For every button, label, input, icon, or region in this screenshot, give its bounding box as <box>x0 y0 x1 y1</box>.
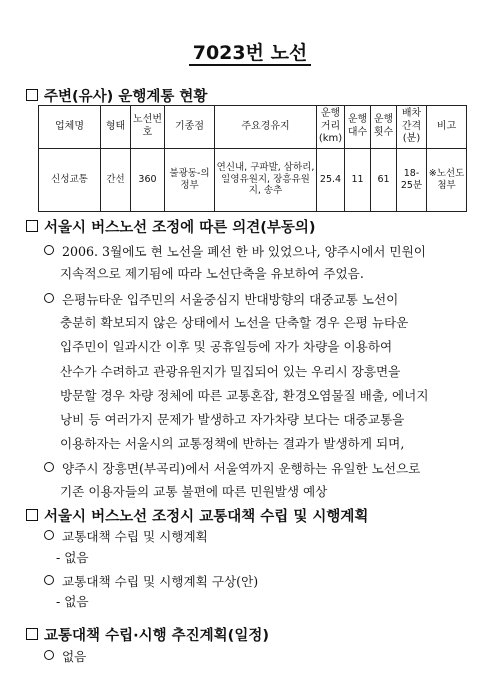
section-heading-plan <box>26 505 368 526</box>
opinion-line: 충분히 확보되지 않은 상태에서 노선을 단축할 경우 은평 뉴타운 <box>60 315 409 330</box>
opinion-line <box>44 462 420 476</box>
table-header-row <box>39 106 467 149</box>
cell-bus-count: 11 <box>345 148 371 211</box>
section-heading-text: 교통대책 수립·시행 추진계획(일정) <box>44 628 269 644</box>
header-distance: 운행거리(km) <box>317 106 345 149</box>
cell-route-number: 360 <box>131 148 165 211</box>
document-title-text: 7023번 노선 <box>189 42 312 66</box>
cell-company: 신성교통 <box>39 148 101 211</box>
cell-distance: 25.4 <box>317 148 345 211</box>
opinion-text: 양주시 장흥면(부곡리)에서 서울역까지 운행하는 유일한 노선으로 <box>62 461 421 476</box>
plan-item-sub: - 없음 <box>56 594 89 609</box>
checkbox-square-icon <box>26 628 38 640</box>
opinion-line: 이용하자는 서울시의 교통정책에 반하는 결과가 발생하게 되며, <box>60 436 405 451</box>
section-heading-text: 서울시 버스노선 조정에 따른 의견(부동의) <box>44 220 316 236</box>
opinion-line: 방문할 경우 차량 정체에 따른 교통혼잡, 환경오염물질 배출, 에너지 <box>60 388 429 403</box>
header-remarks: 비고 <box>427 106 467 149</box>
header-trip-count: 운행횟수 <box>371 106 397 149</box>
opinion-line: 산수가 수려하고 관광유원지가 밀집되어 있는 우리시 장흥면을 <box>60 364 401 379</box>
plan-item <box>44 530 208 544</box>
plan-item-text: 교통대책 수립 및 시행계획 <box>62 529 208 544</box>
cell-main-stops: 연신내, 구파발, 삼하리, 일영유원지, 장흥유원지, 송추 <box>215 148 317 211</box>
plan-item <box>44 575 258 589</box>
section-heading-schedule <box>26 624 269 645</box>
circle-bullet-icon <box>44 650 54 660</box>
header-main-stops: 주요경유지 <box>215 106 317 149</box>
cell-trip-count: 61 <box>371 148 397 211</box>
schedule-item <box>44 650 86 664</box>
section-heading-text: 주변(유사) 운행계통 현황 <box>44 89 208 105</box>
schedule-item-text: 없음 <box>62 649 87 664</box>
route-status-table <box>38 105 467 212</box>
opinion-line: 낭비 등 여러가지 문제가 발생하고 자가차량 보다는 대중교통을 <box>60 412 405 427</box>
opinion-line <box>44 293 398 307</box>
cell-remarks: ※노선도 첨부 <box>427 148 467 211</box>
cell-terminals: 불광동-의정부 <box>165 148 215 211</box>
header-bus-count: 운행대수 <box>345 106 371 149</box>
opinion-line: 기존 이용자들의 교통 불편에 따른 민원발생 예상 <box>60 484 328 499</box>
opinion-line: 지속적으로 제기됨에 따라 노선단축을 유보하여 주었음. <box>60 266 364 281</box>
circle-bullet-icon <box>44 293 54 303</box>
opinion-text: 2006. 3월에도 현 노선을 폐선 한 바 있었으나, 양주시에서 민원이 <box>62 244 426 259</box>
checkbox-square-icon <box>26 509 38 521</box>
header-terminals: 기종점 <box>165 106 215 149</box>
circle-bullet-icon <box>44 575 54 585</box>
header-interval: 배차간격(분) <box>397 106 427 149</box>
section-heading-opinion <box>26 216 316 237</box>
checkbox-square-icon <box>26 220 38 232</box>
table-row <box>39 148 467 211</box>
section-heading-route-status <box>26 85 207 106</box>
circle-bullet-icon <box>44 462 54 472</box>
document-title <box>0 38 500 65</box>
checkbox-square-icon <box>26 89 38 101</box>
header-type: 형태 <box>101 106 131 149</box>
plan-item-sub: - 없음 <box>56 550 89 565</box>
circle-bullet-icon <box>44 245 54 255</box>
header-route-number: 노선번호 <box>131 106 165 149</box>
opinion-line <box>44 245 426 259</box>
circle-bullet-icon <box>44 530 54 540</box>
opinion-line: 입주민이 일과시간 이후 및 공휴일등에 자가 차량을 이용하여 <box>60 339 393 354</box>
header-company: 업체명 <box>39 106 101 149</box>
cell-interval: 18-25분 <box>397 148 427 211</box>
plan-item-text: 교통대책 수립 및 시행계획 구상(안) <box>62 574 259 589</box>
opinion-text: 은평뉴타운 입주민의 서울중심지 반대방향의 대중교통 노선이 <box>62 292 399 307</box>
section-heading-text: 서울시 버스노선 조정시 교통대책 수립 및 시행계획 <box>44 509 369 525</box>
cell-type: 간선 <box>101 148 131 211</box>
